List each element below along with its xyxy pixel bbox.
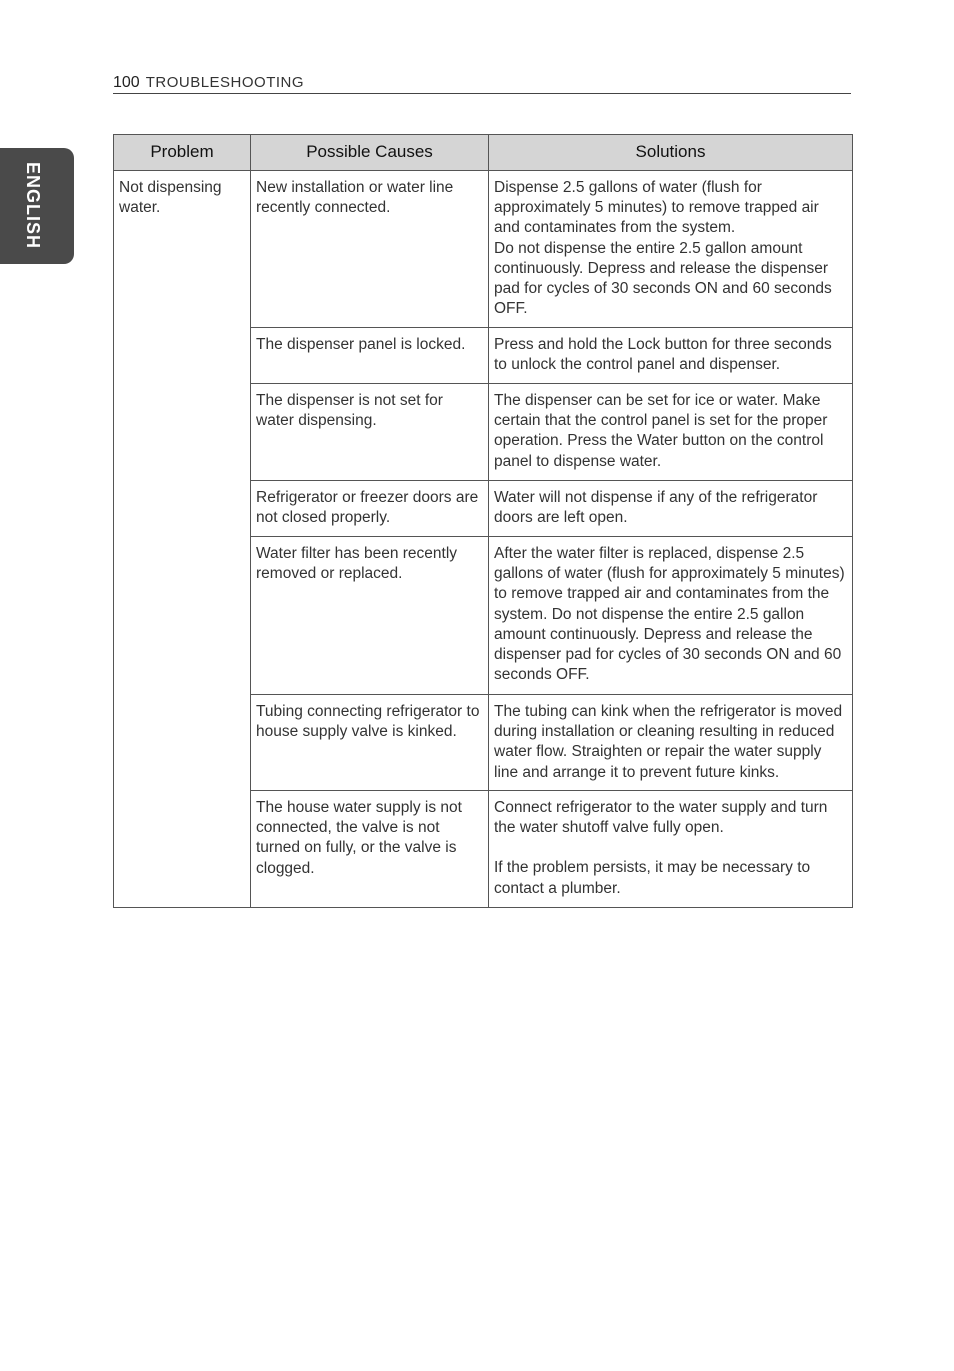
troubleshooting-table xyxy=(113,134,853,908)
cause-cell: New installation or water line recently connected. xyxy=(251,171,489,328)
page-header xyxy=(113,73,851,94)
header-possible-causes: Possible Causes xyxy=(251,135,489,171)
solution-cell xyxy=(489,791,853,908)
solution-cell xyxy=(489,695,853,791)
cause-cell: The dispenser panel is locked. xyxy=(251,328,489,384)
solution-text: Connect refrigerator to the water supply and turn the water shutoff valve fully open. xyxy=(494,799,828,837)
cause-cell: The house water supply is not connected, the valve is not turned on fully, or the valve is clogged. xyxy=(251,791,489,908)
solution-text: After the water filter is replaced, dispense 2.5 gallons of water (flush for approximately 5 minutes) to remove trapped air and contaminates from the system. Do not dispense the entire 2.5 gallon amount continuously. Depress and release the dispenser pad for cycles of 30 seconds ON and 60 seconds OFF. xyxy=(494,545,845,684)
solution-text: Dispense 2.5 gallons of water (flush for approximately 5 minutes) to remove trapped air and contaminates from the system. xyxy=(494,179,819,237)
solution-cell xyxy=(489,328,853,384)
section-title: TROUBLESHOOTING xyxy=(145,74,305,91)
solution-cell xyxy=(489,171,853,328)
solution-text: Water will not dispense if any of the refrigerator doors are left open. xyxy=(494,489,818,527)
header-problem: Problem xyxy=(114,135,251,171)
table-row xyxy=(114,171,853,328)
solution-text: The tubing can kink when the refrigerator is moved during installation or cleaning resulting in reduced water flow. Straighten or repair the water supply line and arrange it to prevent future kinks. xyxy=(494,703,843,781)
solution-text: Press and hold the Lock button for three seconds to unlock the control panel and dispenser. xyxy=(494,336,832,374)
language-tab xyxy=(0,148,74,264)
cause-cell: The dispenser is not set for water dispensing. xyxy=(251,384,489,481)
solution-text: Do not dispense the entire 2.5 gallon amount continuously. Depress and release the dispenser pad for cycles of 30 seconds ON and 60 seconds OFF. xyxy=(494,239,832,318)
cause-cell: Water filter has been recently removed or replaced. xyxy=(251,537,489,695)
solution-cell xyxy=(489,537,853,695)
problem-cell: Not dispensing water. xyxy=(114,171,251,908)
header-solutions: Solutions xyxy=(489,135,853,171)
solution-text: If the problem persists, it may be necessary to contact a plumber. xyxy=(494,859,811,897)
cause-cell: Tubing connecting refrigerator to house supply valve is kinked. xyxy=(251,695,489,791)
table-header-row xyxy=(114,135,853,171)
solution-cell xyxy=(489,384,853,481)
solution-cell xyxy=(489,481,853,537)
page-number: 100 xyxy=(113,74,140,91)
solution-text: The dispenser can be set for ice or water. Make certain that the control panel is set for the proper operation. Press the Water button on the control panel to dispense water. xyxy=(494,392,828,470)
language-tab-label: ENGLISH xyxy=(23,162,43,250)
cause-cell: Refrigerator or freezer doors are not closed properly. xyxy=(251,481,489,537)
